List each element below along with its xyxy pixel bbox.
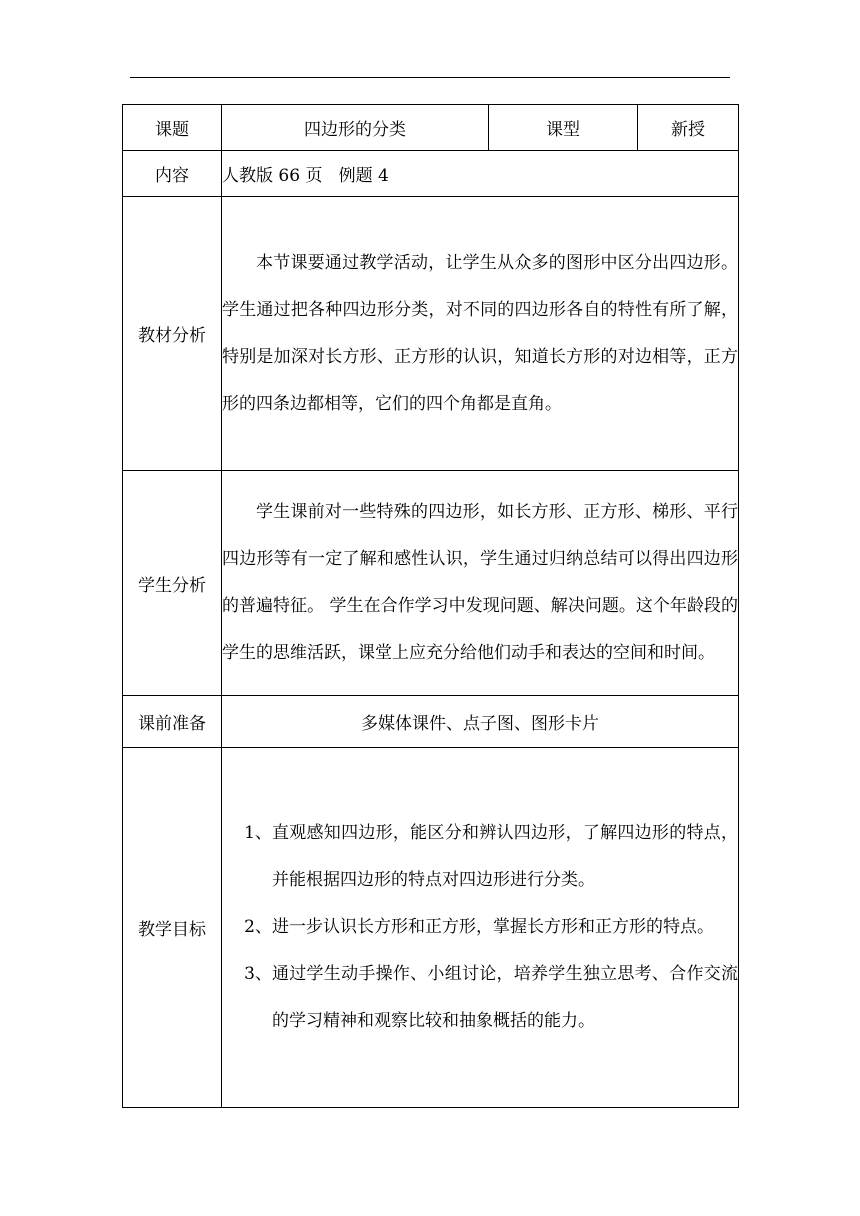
row-objectives [123, 748, 739, 1108]
row-textbook-analysis [123, 197, 739, 471]
objectives-list [222, 810, 738, 1045]
content-label: 内容 [123, 151, 222, 197]
textbook-analysis-cell [222, 197, 739, 471]
lesson-type-value: 新授 [638, 105, 739, 151]
lesson-type-label: 课型 [489, 105, 638, 151]
objective-number: 1、 [244, 823, 272, 843]
objective-text: 直观感知四边形，能区分和辨认四边形，了解四边形的特点，并能根据四边形的特点对四边形进行分类。 [272, 823, 738, 890]
objective-item [222, 904, 738, 951]
row-preparation [123, 696, 739, 748]
objective-item [222, 951, 738, 1045]
objective-item [222, 810, 738, 904]
preparation-value: 多媒体课件、点子图、图形卡片 [222, 696, 739, 748]
row-content [123, 151, 739, 197]
textbook-analysis-text: 本节课要通过教学活动，让学生从众多的图形中区分出四边形。学生通过把各种四边形分类，对不同的四边形各自的特性有所了解，特别是加深对长方形、正方形的认识，知道长方形的对边相等，正方形的四条边都相等，它们的四个角都是直角。 [222, 252, 738, 414]
student-analysis-label: 学生分析 [123, 471, 222, 696]
preparation-label: 课前准备 [123, 696, 222, 748]
content-value: 人教版 66 页 例题 4 [222, 151, 739, 197]
objectives-label: 教学目标 [123, 748, 222, 1108]
course-title-value: 四边形的分类 [222, 105, 489, 151]
student-analysis-text: 学生课前对一些特殊的四边形，如长方形、正方形、梯形、平行四边形等有一定了解和感性认识，学生通过归纳总结可以得出四边形的普遍特征。 学生在合作学习中发现问题、解决问题。这个年龄段的学生的思维活跃，课堂上应充分给他们动手和表达的空间和时间。 [222, 502, 738, 663]
objective-text: 进一步认识长方形和正方形，掌握长方形和正方形的特点。 [272, 917, 714, 937]
textbook-analysis-label: 教材分析 [123, 197, 222, 471]
row-student-analysis [123, 471, 739, 696]
header-rule [130, 77, 730, 78]
objective-text: 通过学生动手操作、小组讨论，培养学生独立思考、合作交流的学习精神和观察比较和抽象概括的能力。 [272, 964, 738, 1031]
lesson-plan-table [122, 104, 739, 1108]
course-title-label: 课题 [123, 105, 222, 151]
objective-number: 3、 [244, 964, 272, 984]
objective-number: 2、 [244, 917, 272, 937]
objectives-cell [222, 748, 739, 1108]
row-course-title [123, 105, 739, 151]
student-analysis-cell [222, 471, 739, 696]
